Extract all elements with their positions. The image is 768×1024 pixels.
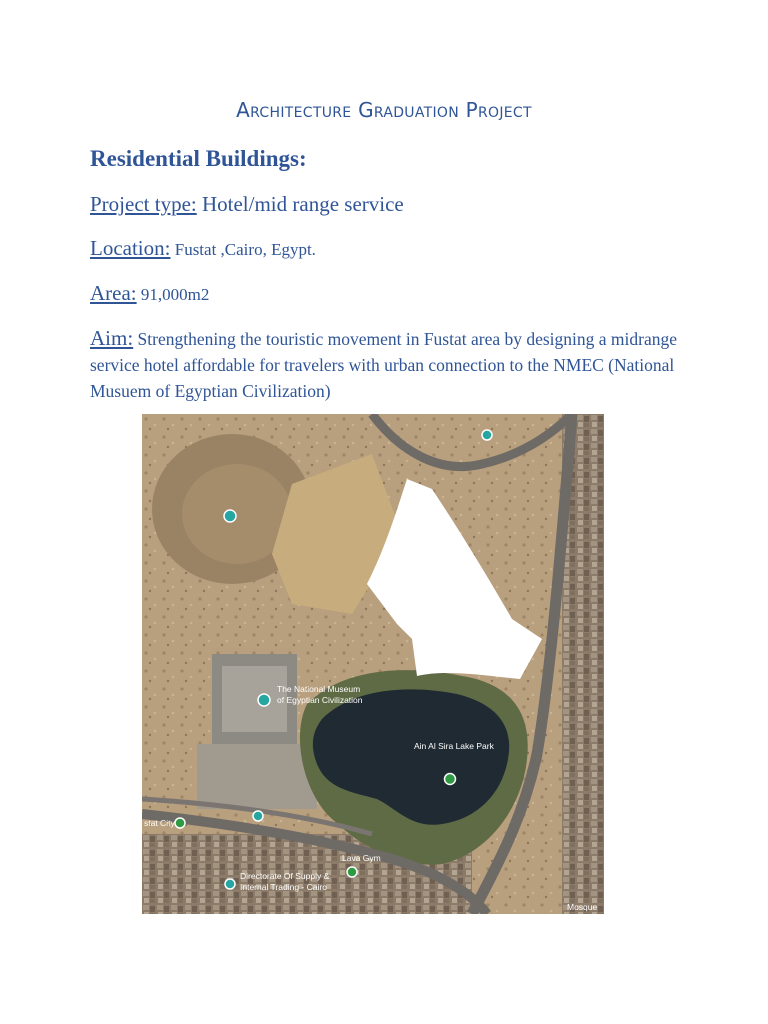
lake-park-label: Ain Al Sira Lake Park xyxy=(414,741,494,751)
area-row xyxy=(90,281,209,306)
aim-value: Strengthening the touristic movement in Fustat area by designing a midrange service hotel affordable for travelers with urban connection to the NMEC (National Musuem of Egyptian Civilization) xyxy=(90,329,678,401)
aim-paragraph xyxy=(90,325,690,404)
lava-gym-marker[interactable] xyxy=(347,867,357,877)
hill-park-marker[interactable] xyxy=(224,510,236,522)
section-heading: Residential Buildings: xyxy=(90,146,307,171)
lake-park-marker[interactable] xyxy=(445,774,456,785)
aim-label: Aim: xyxy=(90,326,134,350)
stat-city-label: stat City xyxy=(144,818,175,828)
area-label: Area: xyxy=(90,281,137,305)
mid-marker[interactable] xyxy=(253,811,263,821)
satellite-map xyxy=(142,414,604,914)
document-title: Architecture Graduation Project xyxy=(236,98,532,122)
project-type-value: Hotel/mid range service xyxy=(196,192,404,216)
project-type-label: Project type: xyxy=(90,192,197,216)
location-value: Fustat ,Cairo, Egypt. xyxy=(170,240,316,259)
directorate-marker[interactable] xyxy=(225,879,235,889)
project-type-row xyxy=(90,192,404,217)
directorate-label-2: Internal Trading - Cairo xyxy=(240,882,327,892)
area-value: 91,000m2 xyxy=(136,285,210,304)
top-marker[interactable] xyxy=(482,430,492,440)
location-label: Location: xyxy=(90,236,171,260)
mosque-label: Mosque xyxy=(567,902,598,912)
location-row xyxy=(90,236,316,261)
museum-label-1: The National Museum xyxy=(277,684,361,694)
lava-gym-label: Lava Gym xyxy=(342,853,381,863)
directorate-label-1: Directorate Of Supply & xyxy=(240,871,330,881)
museum-marker[interactable] xyxy=(258,694,270,706)
stat-city-marker[interactable] xyxy=(175,818,185,828)
museum-label-2: of Egyptian Civilization xyxy=(277,695,363,705)
